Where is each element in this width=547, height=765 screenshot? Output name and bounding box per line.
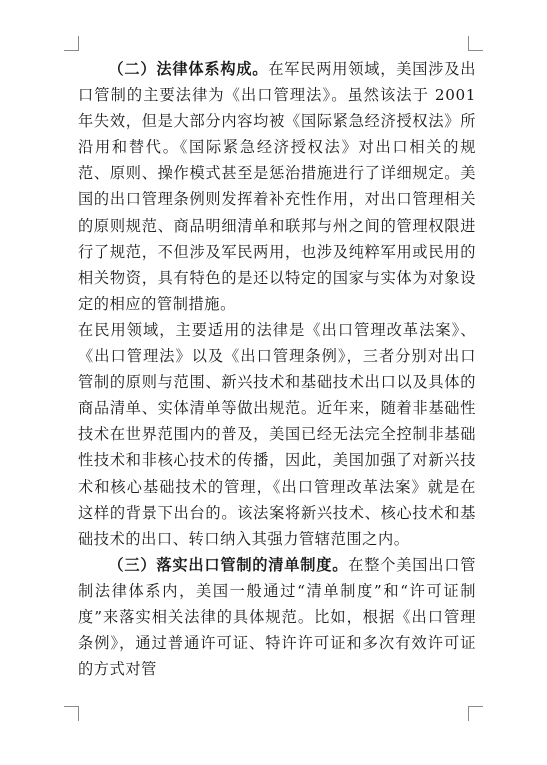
paragraph-civil-domain	[78, 317, 476, 552]
paragraph-text: 在民用领域，主要适用的法律是《出口管理改革法案》、《出口管理法》以及《出口管理条例》，三者分别对出口管制的原则与范围、新兴技术和基础技术出口以及具体的商品清单、实体清单等做出规范。近年来，随着非基础性技术在世界范围内的普及，美国已经无法完全控制非基础性技术和非核心技术的传播，因此，美国加强了对新兴技术和核心基础技术的管理，《出口管理改革法案》就是在这样的背景下出台的。该法案将新兴技术、核心技术和基础技术的出口、转口纳入其强力管辖范围之内。	[78, 320, 476, 548]
crop-mark-top-right	[468, 36, 483, 51]
crop-mark-bottom-right	[468, 706, 483, 721]
paragraph-legal-system	[78, 56, 476, 317]
paragraph-text: 在整个美国出口管制法律体系内，美国一般通过“清单制度”和“许可证制度”来落实相关法律的具体规范。比如，根据《出口管理条例》，通过普通许可证、特许许可证和多次有效许可证的方式对管	[78, 555, 476, 679]
paragraph-text: 在军民两用领域，美国涉及出口管制的主要法律为《出口管理法》。虽然该法于 2001 年失效，但是大部分内容均被《国际紧急经济授权法》所沿用和替代。《国际紧急经济授权法》对出口相关的规范、原则、操作模式甚至是惩治措施进行了详细规定。美国的出口管理条例则发挥着补充性作用，对出口管理相关的原则规范、商品明细清单和联邦与州之间的管理权限进行了规范，不但涉及军民两用，也涉及纯粹军用或民用的相关物资，具有特色的是还以特定的国家与实体为对象设定的相应的管制措施。	[78, 60, 476, 313]
paragraph-list-system	[78, 552, 476, 682]
crop-mark-top-left	[64, 36, 79, 51]
section-heading-legal-system: （二）法律体系构成。	[108, 60, 269, 78]
document-body	[78, 56, 476, 682]
section-heading-list-system: （三）落实出口管制的清单制度。	[108, 555, 349, 574]
crop-mark-bottom-left	[64, 706, 79, 721]
